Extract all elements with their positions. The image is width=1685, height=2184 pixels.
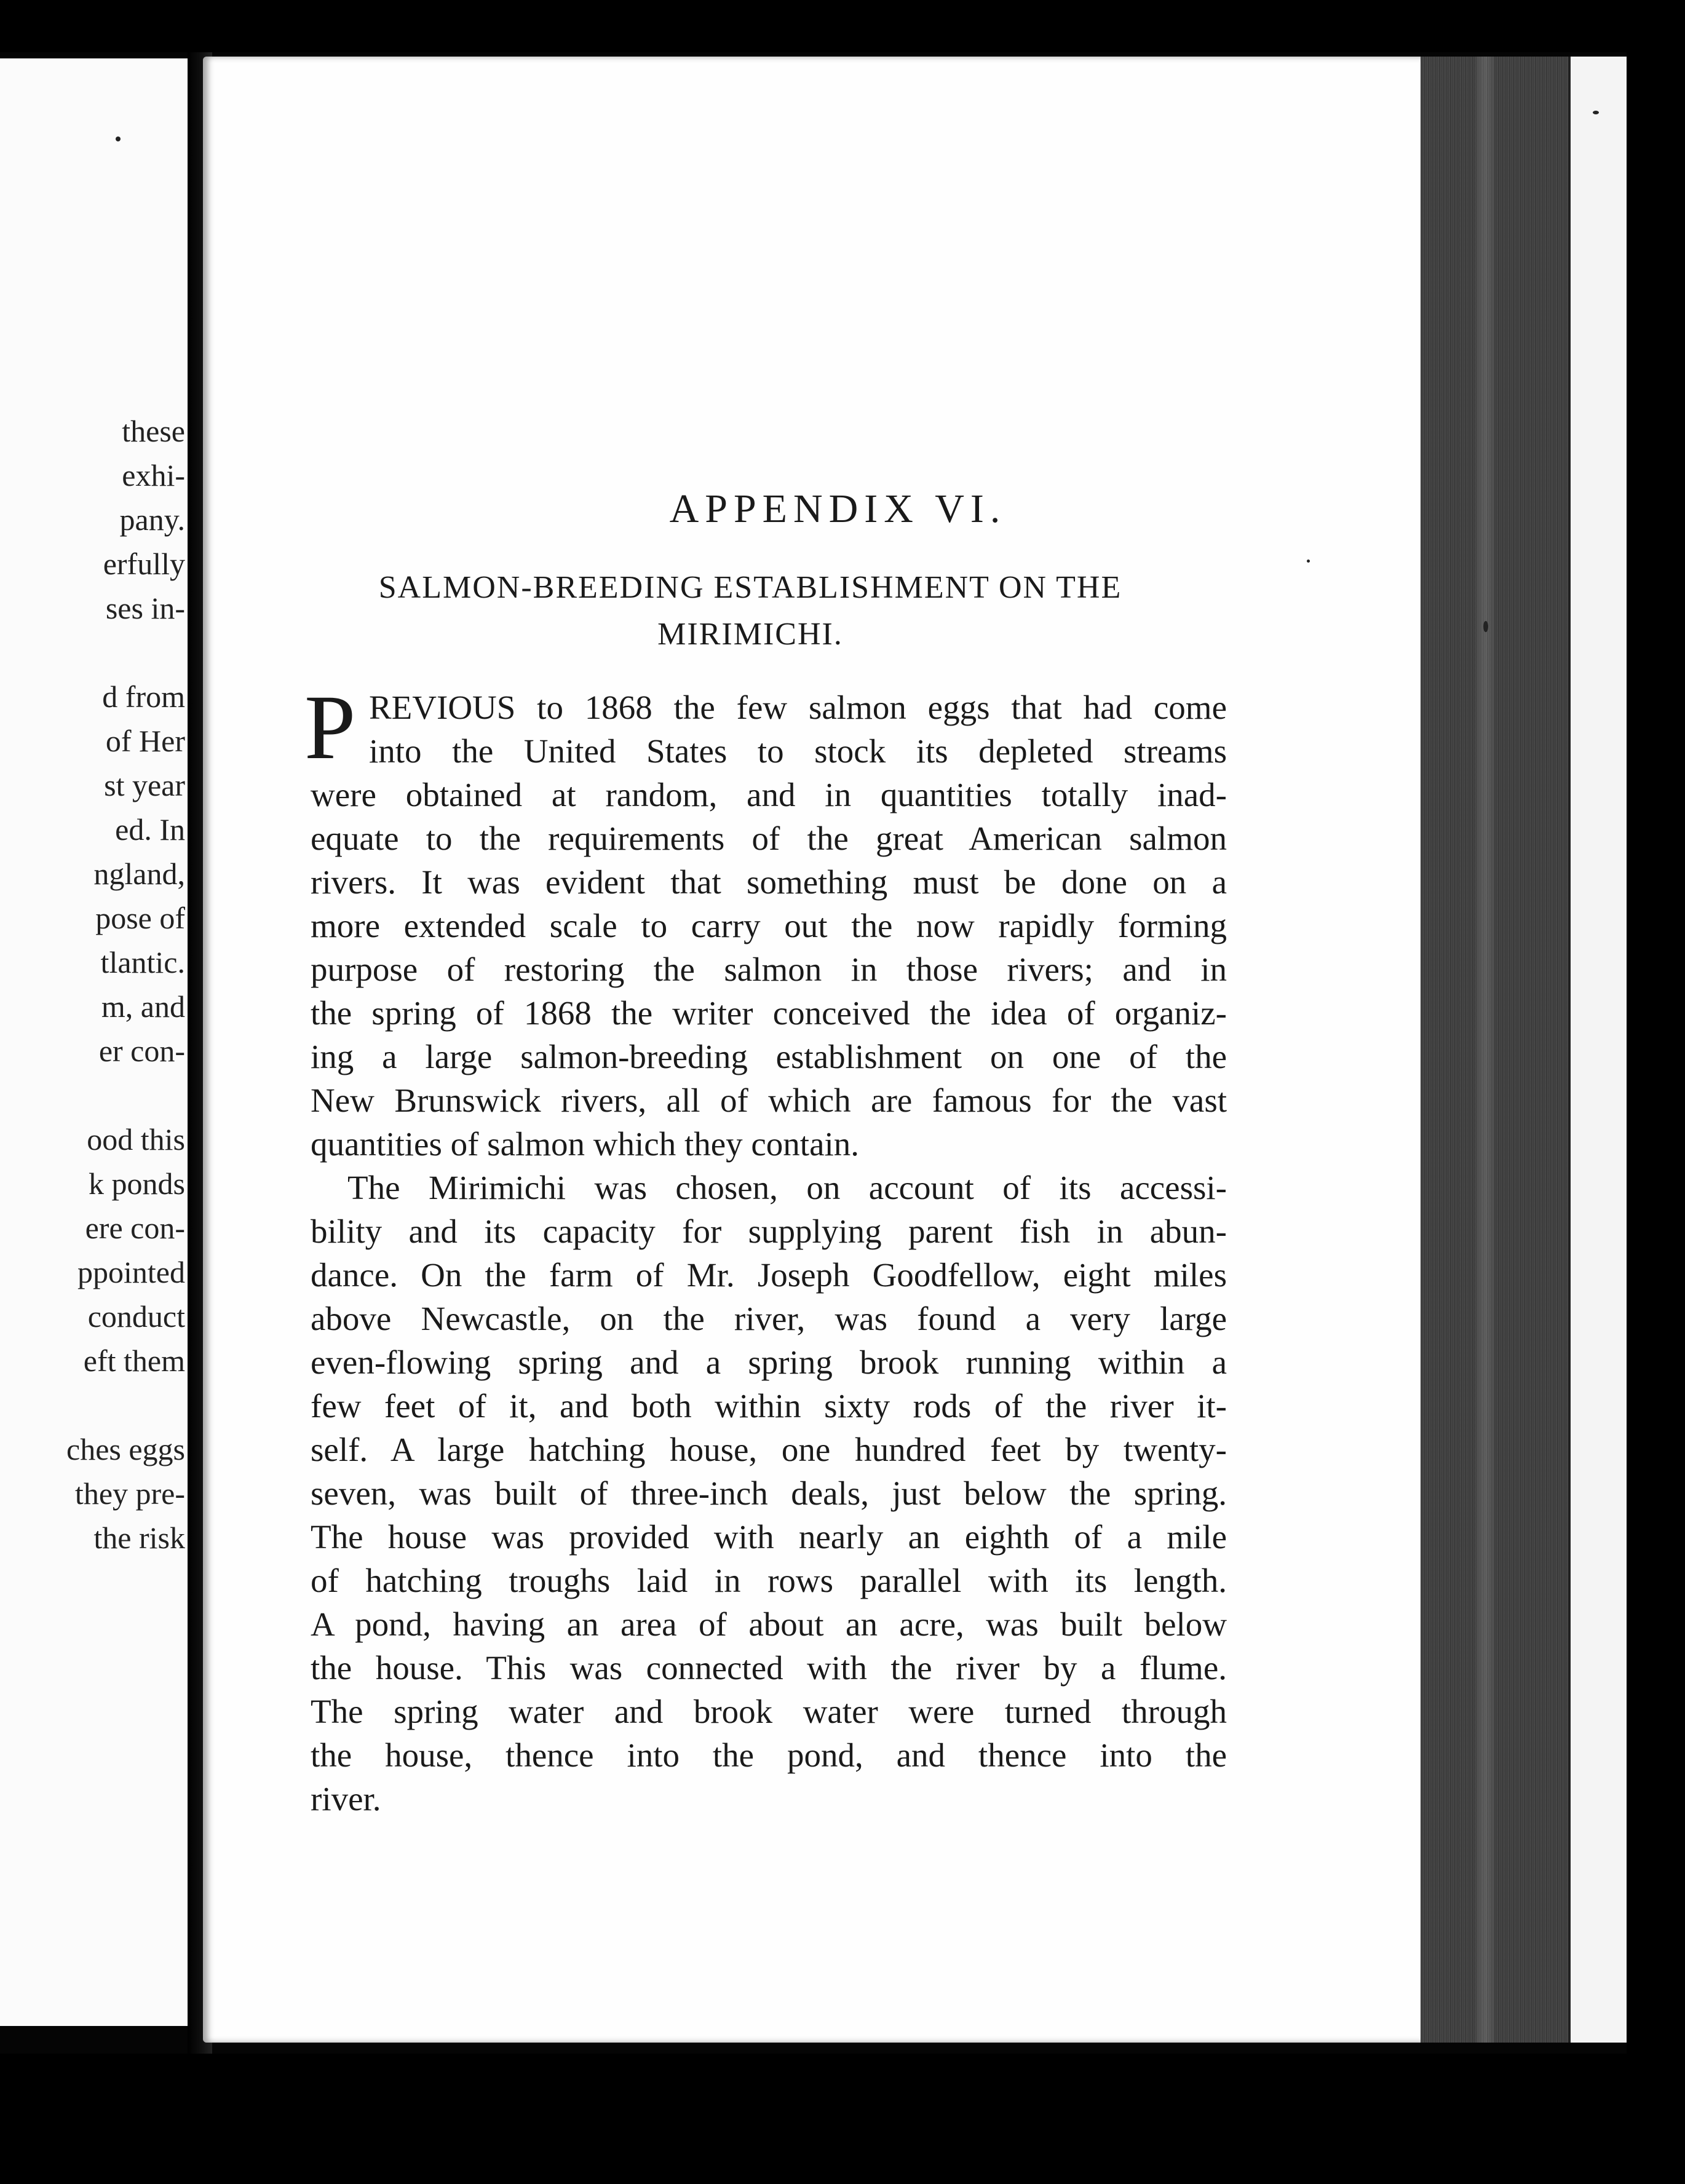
left-page-fragment: st year <box>104 768 185 802</box>
left-page-fragment: pose of <box>95 901 185 935</box>
text-line: REVIOUS to 1868 the few salmon eggs that had come <box>369 689 1227 726</box>
book-cover-board <box>1568 57 1629 2043</box>
left-page-fragment: k ponds <box>89 1166 185 1201</box>
section-subtitle <box>295 564 1205 658</box>
scan-right-border <box>1627 0 1685 2184</box>
left-page-fragment <box>0 1073 185 1117</box>
left-page-fragment: of Her <box>105 724 185 758</box>
text-line: New Brunswick rivers, all of which are famous for the vast <box>311 1082 1227 1119</box>
page-edges <box>1421 57 1568 2043</box>
left-page-fragment: ngland, <box>93 857 185 891</box>
body-text <box>311 686 1227 1821</box>
left-page-fragment: ed. In <box>115 812 185 847</box>
text-line: more extended scale to carry out the now rapidly forming <box>311 907 1227 944</box>
text-line: The Mirimichi was chosen, on account of its accessi- <box>347 1169 1227 1206</box>
subtitle-line-1: SALMON-BREEDING ESTABLISHMENT ON THE <box>378 570 1122 605</box>
text-line: bility and its capacity for supplying parent fish in abun- <box>311 1213 1227 1250</box>
text-line: rivers. It was evident that something must be done on a <box>311 863 1227 901</box>
page-edges-shine <box>1476 57 1494 2043</box>
left-page-fragment: er con- <box>98 1034 185 1068</box>
left-page-fragment: eft them <box>83 1343 185 1378</box>
text-line: into the United States to stock its depleted streams <box>369 732 1227 770</box>
left-page-fragment: ses in- <box>105 591 185 625</box>
left-page-fragment <box>0 630 185 675</box>
text-line: river. <box>311 1780 381 1818</box>
scan-bottom-border <box>0 2054 1685 2184</box>
left-page-fragment: ood this <box>87 1122 185 1157</box>
text-line: above Newcastle, on the river, was found a very large <box>311 1300 1227 1337</box>
text-line: seven, was built of three-inch deals, just below the spring. <box>311 1474 1227 1512</box>
appendix-title: APPENDIX VI. <box>669 486 1007 531</box>
drop-cap: P <box>304 676 356 778</box>
text-line: The house was provided with nearly an eighth of a mile <box>311 1518 1227 1556</box>
left-page-fragment: pany. <box>119 502 185 537</box>
text-line: A pond, having an area of about an acre, was built below <box>311 1605 1227 1643</box>
text-line: The spring water and brook water were turned through <box>311 1693 1227 1730</box>
text-line: even-flowing spring and a spring brook running within a <box>311 1343 1227 1381</box>
left-page-fragment: m, and <box>101 989 185 1024</box>
text-line: self. A large hatching house, one hundred feet by twenty- <box>311 1431 1227 1468</box>
left-page-text-fragments <box>0 409 185 1560</box>
text-line: dance. On the farm of Mr. Joseph Goodfellow, eight miles <box>311 1256 1227 1294</box>
text-line: the house, thence into the pond, and thence into the <box>311 1736 1227 1774</box>
scan-top-border <box>0 0 1685 52</box>
left-page-fragment: erfully <box>103 547 185 581</box>
left-page-fragment: exhi- <box>122 458 185 493</box>
text-line: the spring of 1868 the writer conceived the idea of organiz- <box>311 994 1227 1032</box>
left-page-fragment: tlantic. <box>100 945 185 979</box>
paragraph-2 <box>311 1166 1227 1821</box>
text-line: the house. This was connected with the river by a flume. <box>311 1649 1227 1687</box>
scan-speck <box>1593 111 1599 114</box>
left-page-fragment: ere con- <box>85 1211 185 1245</box>
left-facing-page <box>0 58 188 2026</box>
text-line: quantities of salmon which they contain. <box>311 1125 860 1163</box>
left-page-fragment: they pre- <box>74 1476 185 1511</box>
text-line: few feet of it, and both within sixty rods of the river it- <box>311 1387 1227 1425</box>
left-page-fragment: conduct <box>87 1299 185 1334</box>
text-line: equate to the requirements of the great American salmon <box>311 820 1227 857</box>
scan-speck <box>116 136 121 141</box>
left-page-fragment: d from <box>102 679 185 714</box>
paragraph-1 <box>311 686 1227 1166</box>
text-line: ing a large salmon-breeding establishment on one of the <box>311 1038 1227 1075</box>
subtitle-line-2: MIRIMICHI. <box>657 617 843 652</box>
left-page-fragment: ches eggs <box>66 1432 185 1466</box>
scan-speck <box>1307 560 1310 563</box>
left-page-fragment: the risk <box>93 1521 185 1555</box>
text-line: of hatching troughs laid in rows parallel with its length. <box>311 1562 1227 1599</box>
left-page-fragment: these <box>122 414 185 448</box>
left-page-fragment <box>0 1383 185 1427</box>
text-line: were obtained at random, and in quantities totally inad- <box>311 776 1227 813</box>
text-line: purpose of restoring the salmon in those rivers; and in <box>311 951 1227 988</box>
left-page-fragment: ppointed <box>77 1255 185 1289</box>
scan-speck <box>1483 621 1488 632</box>
